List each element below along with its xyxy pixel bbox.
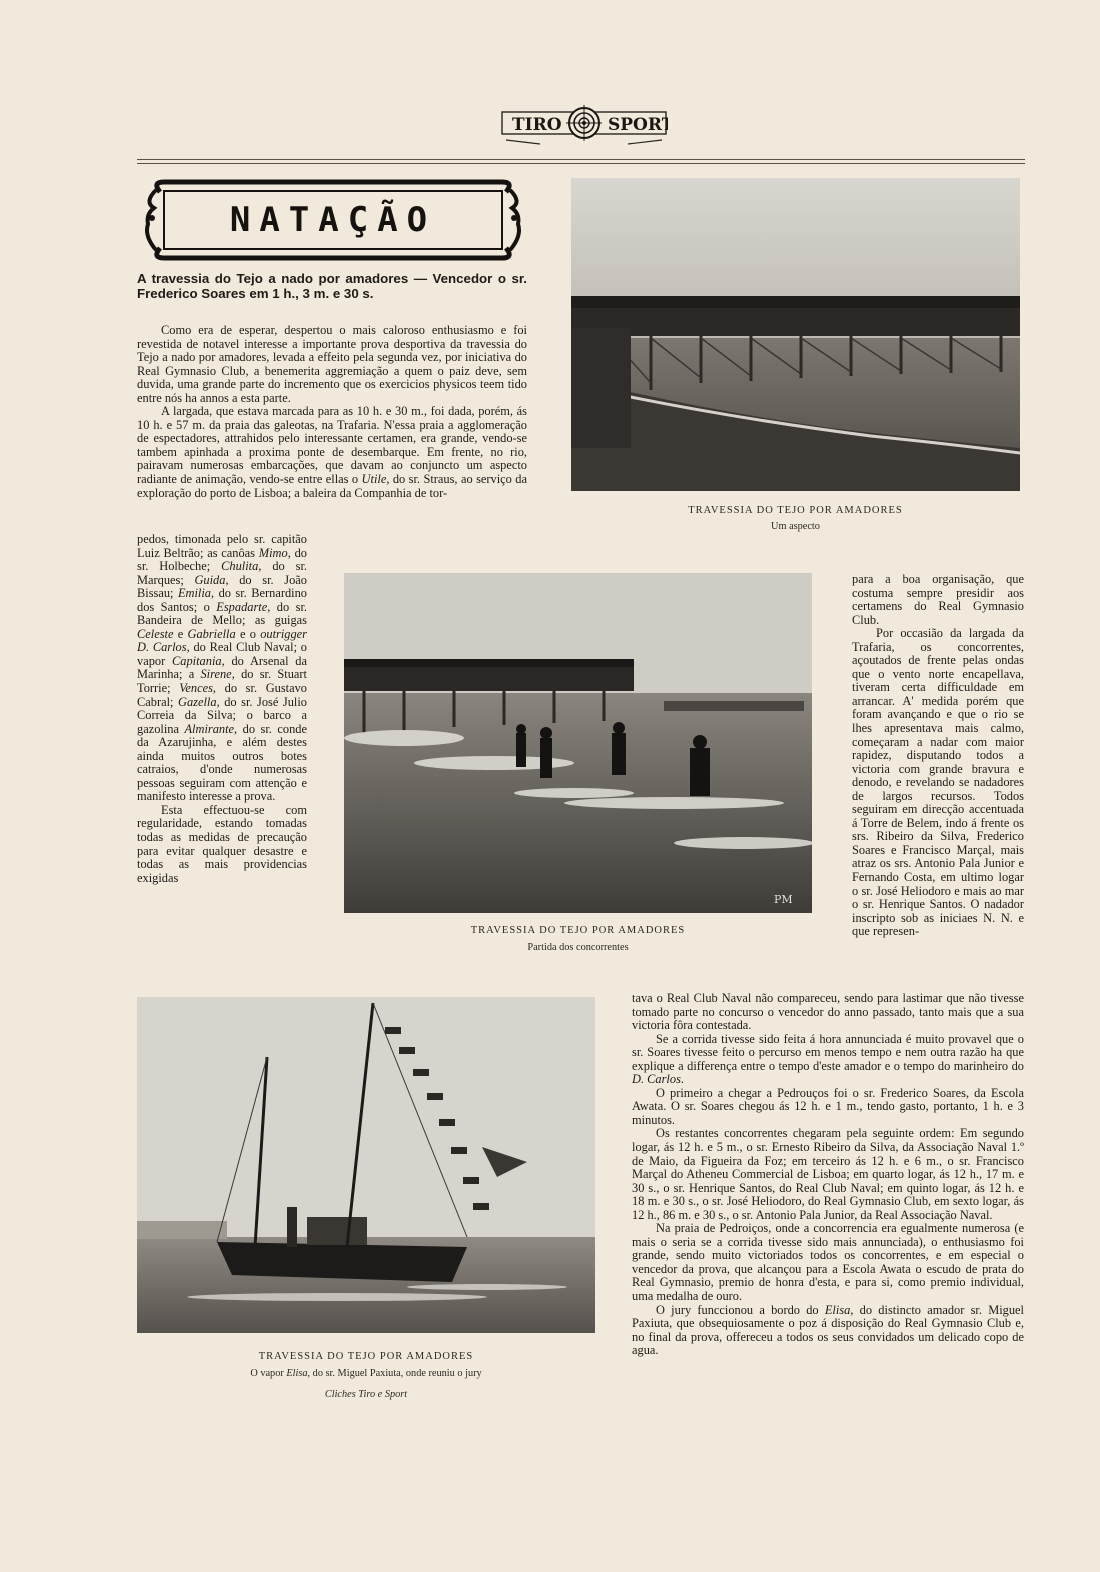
photo-pier-aspect	[571, 178, 1020, 491]
photo-3-subcaption: O vapor Elisa, do sr. Miguel Paxiuta, onde reuniu o jury	[250, 1368, 482, 1379]
header-rule-bottom	[137, 163, 1025, 164]
photo-3-caption: TRAVESSIA DO TEJO POR AMADORES	[258, 1351, 474, 1362]
photo-1-caption: TRAVESSIA DO TEJO POR AMADORES	[688, 505, 903, 516]
section-title: NATAÇÃO	[229, 200, 437, 240]
article-column-right-narrow: para a boa organisação, que costuma sempre presidir aos certamens do Real Gymnasio Club. Por occasião da largada da Trafaria, os concorrentes, açoutados de frente pelas ondas que o vento norte encapellava, tiveram certa difficuldade em arrancar. A' medida porém que foram avançando e que o rio se lhes apresentava mais calmo, começaram a nadar com maior rapidez, disputando todos a victoria com grande bravura e denodo, e revelando se nadadores de largos recursos. Todos seguiram em direcção accentuada á Torre de Belem, indo á frente os srs. Ribeiro da Silva, Frederico Soares e Francisco Marçal, mais atraz os srs. Antonio Pala Junior e Fernando Costa, em ultimo logar o sr. José Heliodoro e mais ao mar o sr. Henrique Santos. O nadador inscripto sob as iniciaes N. N. e que represen-	[852, 572, 1024, 939]
article-column-left-top: Como era de esperar, despertou o mais caloroso enthusiasmo e foi revestida de notavel interesse a importante prova desportiva da travessia do Tejo a nado por amadores, levada a effeito pela segunda vez, por iniciativa do Real Gymnasio Club, a benemerita aggremiação a quem o paiz deve, sem duvida, uma grande parte do incremento que os exercicios physicos teem tido entre nós ha annos a esta parte. A largada, que estava marcada para as 10 h. e 30 m., foi dada, porém, ás 10 h. e 57 m. da praia das galeotas, na Trafaria. N'essa praia a agglomeração de espectadores, attrahidos pelo interessante certamen, era grande, vendo-se tambem apinhada a proxima ponte de desembarque. Em frente, no rio, pairavam numerosas embarcações, que davam ao conjuncto um aspecto radiante de animação, vendo-se entre ellas o Utile, do sr. Straus, ao serviço da exploração do porto de Lisboa; a baleira da Companhia de tor-	[137, 323, 527, 500]
svg-text:SPORT: SPORT	[608, 115, 668, 135]
photo-2-subcaption: Partida dos concorrentes	[527, 942, 629, 953]
target-icon	[500, 100, 668, 150]
photo-swimmers-start	[344, 573, 812, 913]
photo-credit: Cliches Tiro e Sport	[324, 1389, 408, 1400]
photo-2-mark: PM	[774, 893, 793, 906]
header-rule-top	[137, 159, 1025, 160]
article-headline: A travessia do Tejo a nado por amadores — Vencedor o sr. Frederico Soares em 1 h., 3 m. e 30 s.	[137, 271, 527, 301]
photo-2-caption: TRAVESSIA DO TEJO POR AMADORES	[470, 925, 686, 936]
article-column-left-narrow: pedos, timonada pelo sr. capitão Luiz Beltrão; as canôas Mimo, do sr. Holbeche; Chulita, do sr. Marques; Guida, do sr. João Bissau; Emilia, do sr. Bernardino dos Santos; o Espadarte, do sr. Bandeira de Mello; as guigas Celeste e Gabriella e o outrigger D. Carlos, do Real Club Naval; o vapor Capitania, do Arsenal da Marinha; a Sirene, do sr. Stuart Torrie; Vences, do sr. Gustavo Cabral; Gazella, do sr. José Julio Correia da Silva; o barco a gazolina Almirante, do sr. conde da Azarujinha, e além destes ainda muitos outros botes catraios, d'onde numerosas pessoas seguiram com attenção e manifesto interesse a prova. Esta effectuou-se com regularidade, estando tomadas todas as medidas de precaução para evitar qualquer desastre e todas as mais providencias exigidas	[137, 532, 308, 885]
photo-steamer-elisa	[137, 997, 595, 1333]
masthead-logo	[500, 100, 668, 150]
photo-1-subcaption: Um aspecto	[771, 521, 820, 532]
svg-text:TIRO: TIRO	[512, 115, 562, 135]
article-column-right-main: tava o Real Club Naval não compareceu, sendo para lastimar que não tivesse tomado parte no concurso o vencedor do anno passado, tanto mais que a sua victoria fôra contestada. Se a corrida tivesse sido feita á hora annunciada é muito provavel que o sr. Soares tivesse feito o percurso em menos tempo e nem outra razão ha que explique a differença entre o tempo d'este amador e o tempo do marinheiro do D. Carlos. O primeiro a chegar a Pedrouços foi o sr. Frederico Soares, da Escola Awata. O sr. Soares chegou ás 12 h. e 1 m., tendo gasto, portanto, 1 h. e 3 minutos. Os restantes concorrentes chegaram pela seguinte ordem: Em segundo logar, ás 12 h. e 5 m., o sr. Ernesto Ribeiro da Silva, da Associação Naval 1.º de Maio, da Figueira da Foz; em terceiro ás 12 h. e 6 m., o sr. Francisco Marçal do Atheneu Commercial de Lisboa; em quarto logar, ás 12 h., 17 m. e 30 s., o sr. Henrique Santos, do Real Club Naval; em quinto logar, ás 12 h. e 18 m. e 30 s., o sr. José Heliodoro, do Real Gymnasio Club, em sexto logar, ás 12 h., 86 m. e 30 s., o sr. Antonio Pala Junior, da Real Associação Naval. Na praia de Pedroiços, onde a concorrencia era egualmente numerosa (e mais o seria se a corrida tivesse sido mais annunciada), o enthusiasmo foi grande, sendo muito victoriados todos os concorrentes, e em especial o vencedor da prova, que alcançou para a Escola Awata o escudo de prata do Real Gymnasio, premio de honra d'esta, e para si, como premio individual, uma medalha de ouro. O jury funccionou a bordo do Elisa, do distincto amador sr. Miguel Paxiuta, que obsequiosamente o poz á disposição do Real Gymnasio Club e, no final da prova, offereceu a todos os seus convidados um delicado copo de agua.	[632, 991, 1024, 1358]
section-banner	[142, 178, 524, 262]
